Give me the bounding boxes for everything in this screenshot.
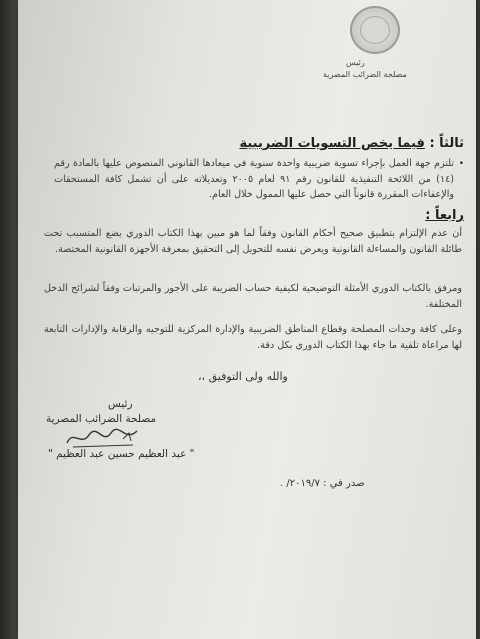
section-3-paragraph: تلتزم جهة العمل بإجراء تسوية ضريبية واحدة سنوية في ميعادها القانوني المنصوص عليها بالمادة رقم (١٤) من اللائحة التنفيذية للقانون رقم ٩١ لعام ٢٠٠٥ وتعديلاته على أن تشمل كافة المستحقات والإعفاءات المقررة قانوناً التي حصل عليها الممول خلال العام. <box>54 158 454 200</box>
signature-title: رئيس <box>108 398 133 410</box>
section-4-heading: رابعاً : <box>425 208 464 223</box>
issue-date <box>280 478 365 489</box>
section-4-paragraph-3: وعلى كافة وحدات المصلحة وقطاع المناطق الضريبية والإدارة المركزية للتوجيه والرقابة والإدارات التابعة لها مراعاة تلقية ما جاء بهذا الكتاب الدوري بكل دقة. <box>44 324 462 351</box>
signature-authority: مصلحة الضرائب المصرية <box>46 413 157 425</box>
page-edge-shadow <box>0 0 18 639</box>
issue-date-value: ٢٠١٩/٧/ . <box>280 478 320 489</box>
authority-emblem-icon <box>350 6 400 54</box>
section-3-heading <box>239 136 464 151</box>
signatory-name: " عبد العظيم حسين عبد العظيم " <box>48 448 195 460</box>
section-3-title: فيما يخص التسويات الضريبية <box>239 136 425 151</box>
closing-phrase: والله ولى التوفيق ،، <box>198 370 288 383</box>
bullet-icon: • <box>458 159 464 169</box>
section-3-number: ثالثاً : <box>429 136 464 151</box>
header-authority: مصلحة الضرائب المصرية <box>323 70 407 79</box>
header-title: رئيس <box>346 58 365 67</box>
section-4-paragraph-2: ومرفق بالكتاب الدوري الأمثلة التوضيحية لكيفية حساب الضريبة على الأجور والمرتبات وفقاً لشرائح الدخل المختلفة. <box>44 283 462 310</box>
section-4-paragraph-1: أن عدم الإلتزام بتطبيق صحيح أحكام القانون وفقاً لما هو مبين بهذا الكتاب الدوري يضع المتسبب تحت طائلة القانون والمساءلة القانونية ويعرض نفسه للتحويل إلى التحقيق بمعرفة الأجهزة القانونية المختصة. <box>44 228 462 255</box>
document-page <box>18 0 476 639</box>
issue-date-label: صدر في : <box>323 478 365 489</box>
